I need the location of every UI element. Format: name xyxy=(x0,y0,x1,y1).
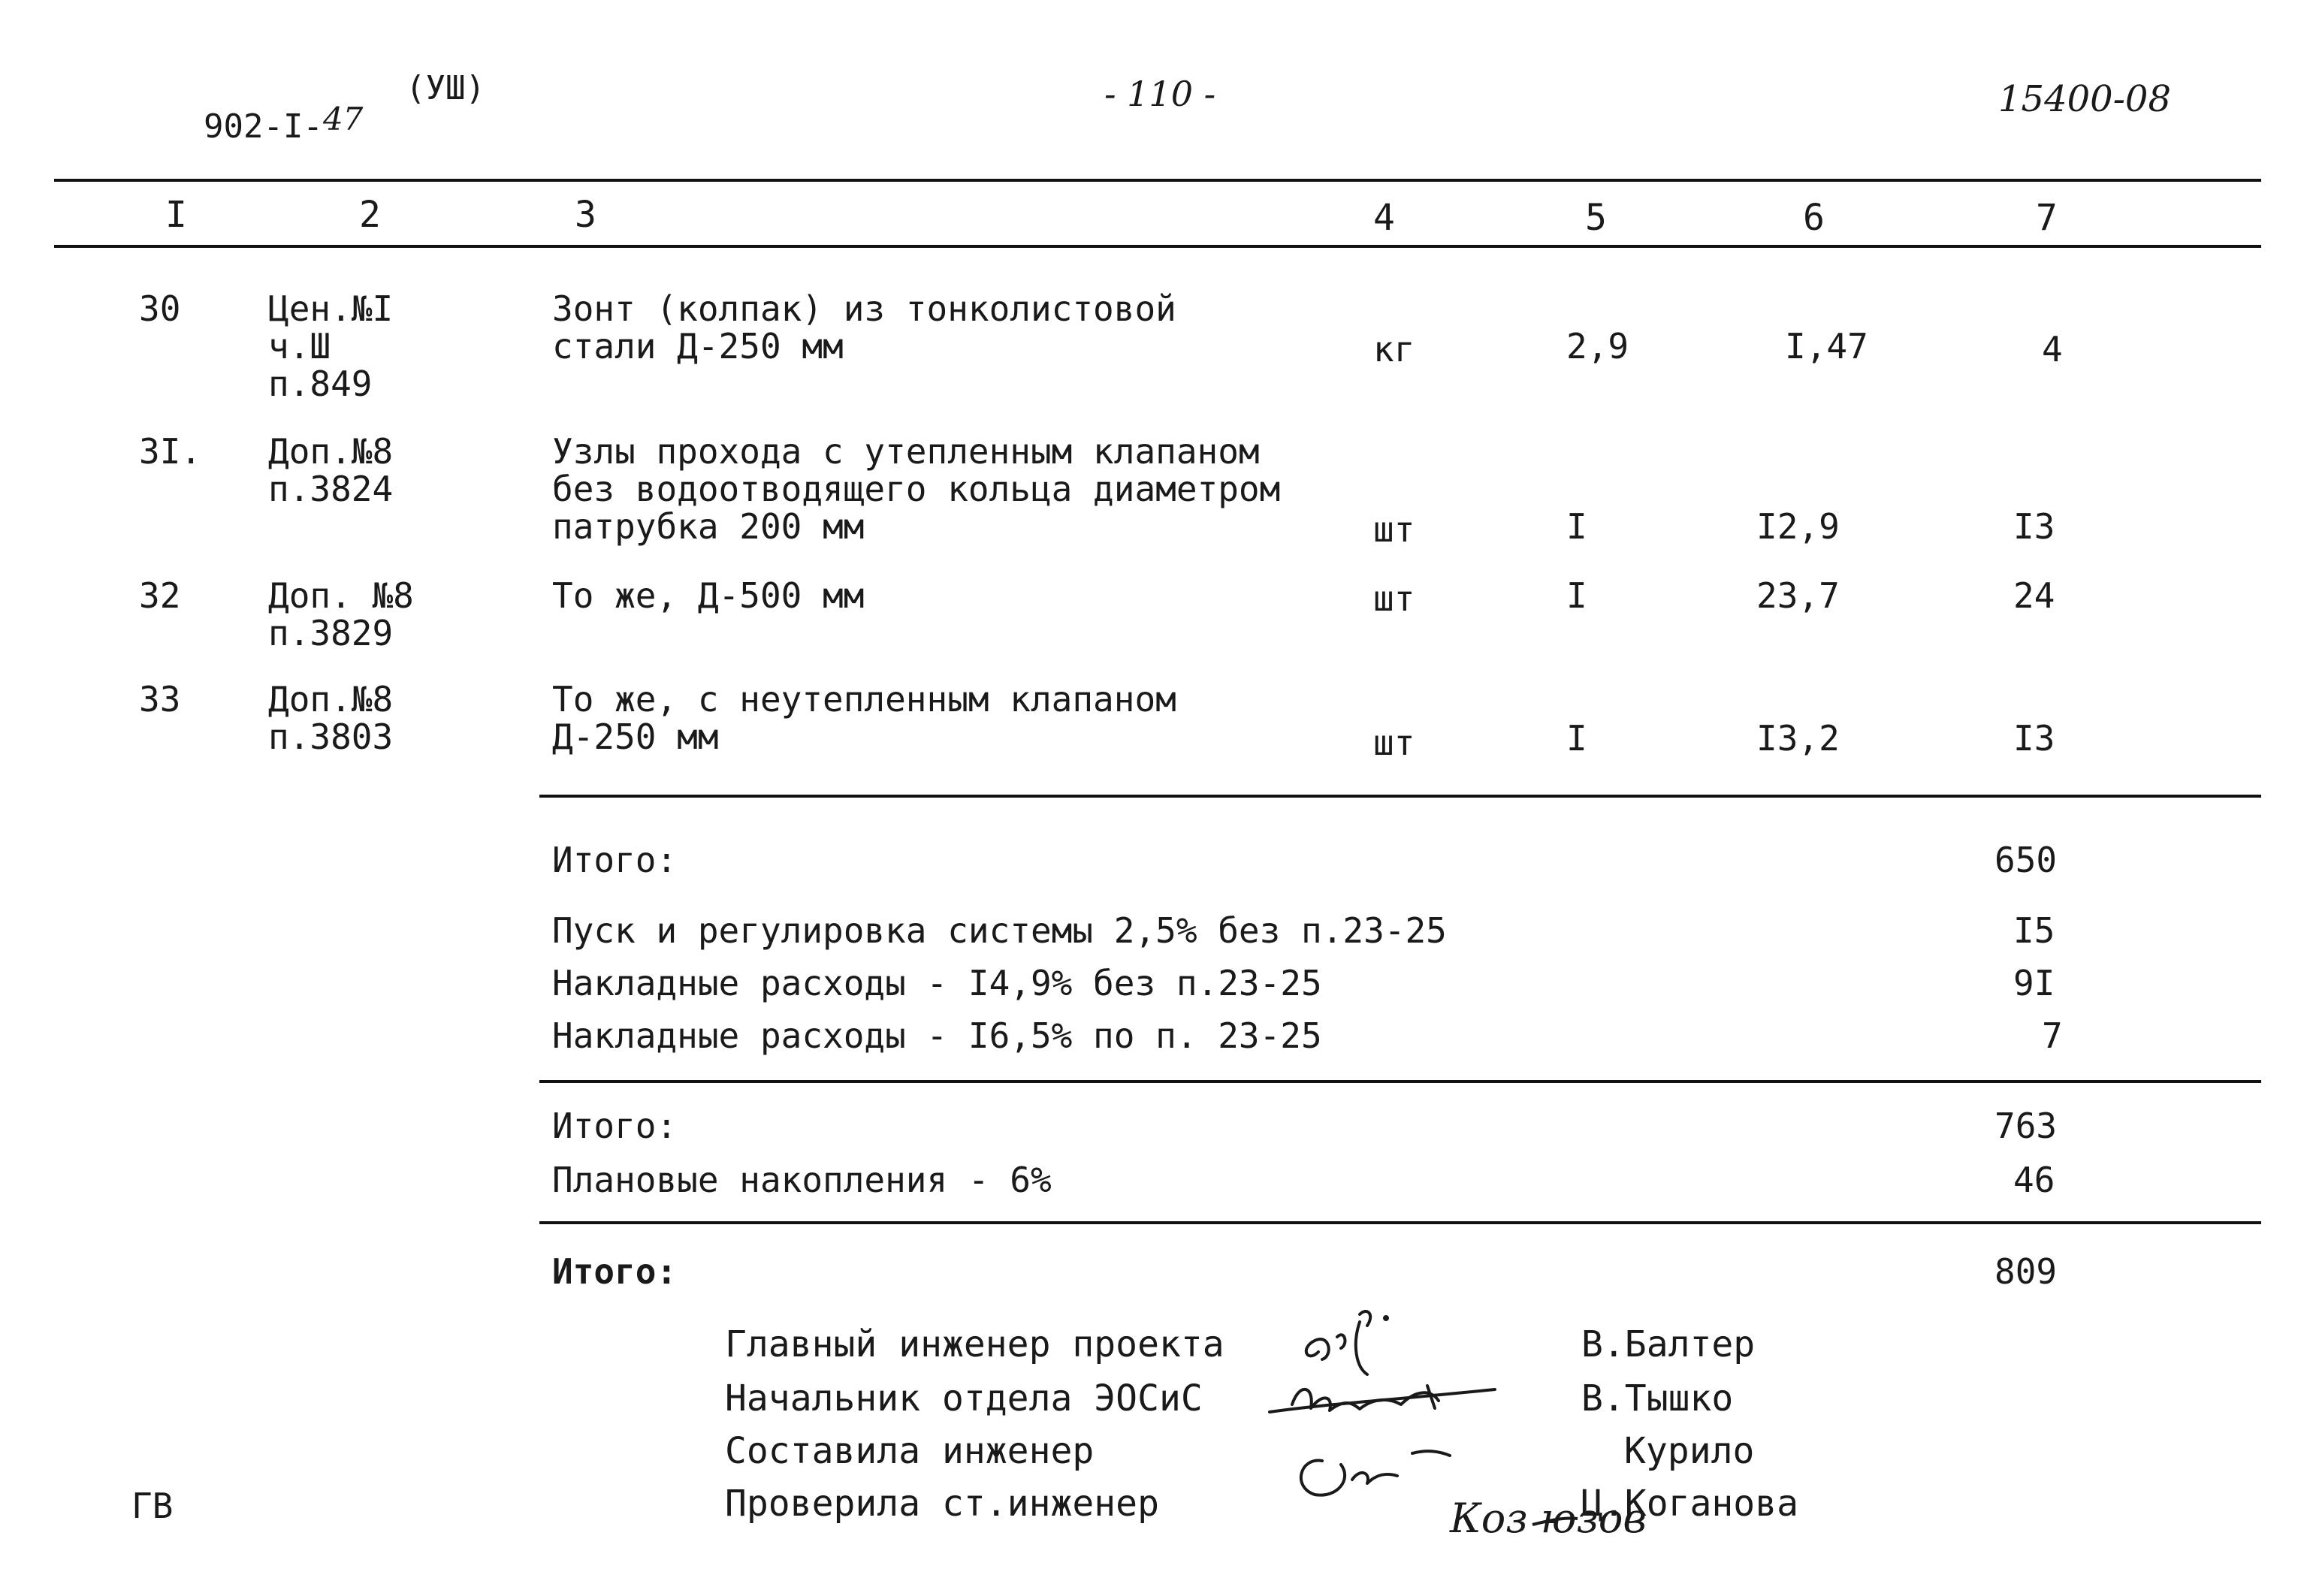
subtotal-2-label: Итого: xyxy=(552,1106,678,1146)
row-unit: шт xyxy=(1373,723,1415,763)
column-header-2: 2 xyxy=(359,194,381,236)
column-header-7: 7 xyxy=(2036,197,2058,239)
row-price: I3,2 xyxy=(1756,718,1840,759)
subtotal-label: Итого: xyxy=(552,840,678,880)
overhead-label: Накладные расходы - I4,9% без п.23-25 xyxy=(552,963,1322,1003)
summary-rule-3 xyxy=(539,1221,2261,1224)
row-price: 23,7 xyxy=(1756,575,1840,616)
subtotal-value: 650 xyxy=(1994,840,2058,880)
signature-name: Курило xyxy=(1624,1430,1755,1472)
section-code: (УШ) xyxy=(406,69,485,107)
row-reference: Доп.№8 п.3803 xyxy=(268,679,394,757)
row-price: I,47 xyxy=(1785,326,1868,367)
row-unit: кг xyxy=(1373,329,1415,370)
signature-role: Составила инженер xyxy=(725,1430,1095,1472)
row-description: Зонт (колпак) из тонколистовой стали Д-250 мм xyxy=(552,288,1176,367)
column-header-1: I xyxy=(165,194,187,236)
row-quantity: I xyxy=(1566,575,1587,616)
page-number: - 110 - xyxy=(1104,74,1216,114)
row-number: 32 xyxy=(139,575,181,616)
overhead-value: 9I xyxy=(2013,963,2055,1003)
grand-total-value: 809 xyxy=(1994,1251,2058,1292)
row-description: То же, с неутепленным клапаном Д-250 мм xyxy=(552,679,1176,757)
overhead-2-value: 7 xyxy=(2042,1015,2063,1056)
document-code: 902-I-47 xyxy=(203,101,364,146)
row-number: 30 xyxy=(139,288,181,329)
row-price: I2,9 xyxy=(1756,506,1840,547)
row-total: I3 xyxy=(2013,718,2055,759)
row-unit: шт xyxy=(1373,509,1415,550)
signature-name: Ц.Коганова xyxy=(1581,1483,1798,1525)
overhead-2-label: Накладные расходы - I6,5% по п. 23-25 xyxy=(552,1015,1322,1056)
row-reference: Доп. №8 п.3829 xyxy=(268,575,414,653)
signature-name: В.Тышко xyxy=(1581,1377,1734,1420)
commissioning-value: I5 xyxy=(2013,910,2055,951)
planned-savings-value: 46 xyxy=(2013,1160,2055,1200)
planned-savings-label: Плановые накопления - 6% xyxy=(552,1160,1052,1200)
signature-role: Проверила ст.инженер xyxy=(725,1483,1159,1525)
row-quantity: I xyxy=(1566,718,1587,759)
column-header-4: 4 xyxy=(1373,197,1395,239)
handwritten-signature-text: Коз юзов xyxy=(1450,1495,1647,1542)
commissioning-label: Пуск и регулировка системы 2,5% без п.23-25 xyxy=(552,910,1447,951)
row-quantity: 2,9 xyxy=(1566,326,1629,367)
column-header-6: 6 xyxy=(1803,197,1825,239)
subtotal-2-value: 763 xyxy=(1994,1106,2058,1146)
row-reference: Цен.№I ч.Ш п.849 xyxy=(268,288,394,404)
summary-rule-1 xyxy=(539,795,2261,798)
column-header-5: 5 xyxy=(1585,197,1607,239)
column-header-3: 3 xyxy=(575,194,596,236)
footer-mark: ГВ xyxy=(131,1486,174,1526)
row-total: I3 xyxy=(2013,506,2055,547)
summary-rule-2 xyxy=(539,1080,2261,1083)
signature-name: В.Балтер xyxy=(1581,1323,1756,1365)
row-number: 3I. xyxy=(139,431,202,472)
row-description: То же, Д-500 мм xyxy=(552,575,865,616)
grand-total-label: Итого: xyxy=(552,1251,678,1292)
row-unit: шт xyxy=(1373,578,1415,619)
table-header-rule xyxy=(54,245,2261,248)
signature-role: Главный инженер проекта xyxy=(725,1323,1224,1365)
row-number: 33 xyxy=(139,679,181,720)
handwritten-signatures xyxy=(1247,1262,1647,1562)
row-reference: Доп.№8 п.3824 xyxy=(268,431,394,509)
table-top-rule xyxy=(54,179,2261,182)
row-total: 4 xyxy=(2042,329,2063,370)
signature-role: Начальник отдела ЭОСиС xyxy=(725,1377,1203,1420)
row-total: 24 xyxy=(2013,575,2055,616)
row-quantity: I xyxy=(1566,506,1587,547)
document-reference: 15400-08 xyxy=(1998,78,2171,120)
row-description: Узлы прохода с утепленным клапаном без водоотводящего кольца диаметром патрубка 200 мм xyxy=(552,431,1281,547)
